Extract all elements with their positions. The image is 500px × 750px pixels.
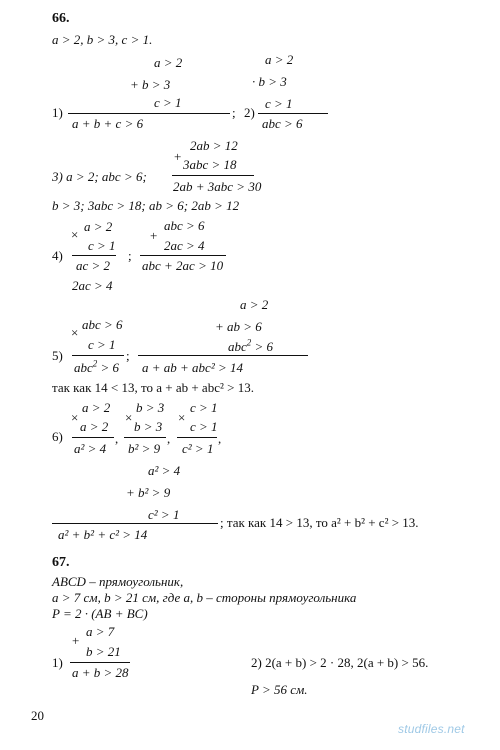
p1-label: 1) bbox=[52, 105, 63, 120]
p6-b-row1: b > 3 bbox=[136, 400, 165, 415]
p1-separator: ; bbox=[232, 105, 236, 120]
p4-plus: + bbox=[150, 228, 158, 243]
p6-c-row2: c > 1 bbox=[190, 419, 218, 434]
p2-label: 2) bbox=[244, 105, 255, 120]
p4-row1: a > 2 bbox=[84, 219, 113, 234]
p6-sum: a² + b² + c² > 14 bbox=[58, 527, 148, 542]
p1-row2: + b > 3 bbox=[130, 77, 171, 92]
p5-sum-row2: + ab > 6 bbox=[215, 319, 262, 334]
p3-line bbox=[172, 175, 254, 176]
p6-a-result: a² > 4 bbox=[74, 441, 107, 456]
p6-comma-a: , bbox=[115, 431, 119, 446]
p2-row3: c > 1 bbox=[265, 96, 293, 111]
p6-comma-c: , bbox=[218, 431, 222, 446]
p6-conclusion: ; так как 14 > 13, то a² + b² + c² > 13. bbox=[220, 515, 419, 530]
p67-part2: 2) 2(a + b) > 2 · 28, 2(a + b) > 56. bbox=[251, 655, 429, 670]
p5-result bbox=[74, 358, 120, 375]
p6-a-row1: a > 2 bbox=[82, 400, 111, 415]
p3-row2: 3abc > 18 bbox=[183, 157, 237, 172]
p1-row3: c > 1 bbox=[154, 95, 182, 110]
p4-times: × bbox=[71, 227, 79, 242]
p6-times-b: × bbox=[125, 410, 133, 425]
problem-67-line3: P = 2 · (AB + BC) bbox=[52, 606, 148, 621]
p1-sum-line bbox=[68, 113, 230, 114]
p6-b-result: b² > 9 bbox=[128, 441, 161, 456]
p3-plus: + bbox=[174, 149, 182, 164]
p3-intro: 3) a > 2; abc > 6; bbox=[52, 169, 147, 184]
watermark: studfiles.net bbox=[398, 722, 465, 736]
p1-sum: a + b + c > 6 bbox=[72, 116, 144, 131]
p5-result-tail: > 6 bbox=[97, 360, 120, 375]
p6-c-row1: c > 1 bbox=[190, 400, 218, 415]
problem-67-line1: ABCD – прямоугольник, bbox=[52, 574, 184, 589]
problem-67-line2: a > 7 см, b > 21 см, где a, b – стороны прямоугольника bbox=[52, 590, 357, 605]
p6-label: 6) bbox=[52, 429, 63, 444]
problem-66-condition: a > 2, b > 3, c > 1. bbox=[52, 32, 153, 47]
p67-result: a + b > 28 bbox=[72, 665, 129, 680]
p5-separator: ; bbox=[126, 348, 130, 363]
p4-sum-result: abc + 2ac > 10 bbox=[142, 258, 224, 273]
p4-after: 2ac > 4 bbox=[72, 278, 113, 293]
p5-row2: c > 1 bbox=[88, 337, 116, 352]
p5-sum-row3-exp: 2 bbox=[246, 337, 252, 348]
p2-row2: · b > 3 bbox=[252, 74, 287, 89]
p5-sum-row3 bbox=[228, 337, 274, 354]
p5-sum-row3-base: abc bbox=[228, 339, 247, 354]
p4-sum-row2: 2ac > 4 bbox=[164, 238, 205, 253]
p4-result: ac > 2 bbox=[76, 258, 111, 273]
p1-row1: a > 2 bbox=[154, 55, 183, 70]
p5-row1: abc > 6 bbox=[82, 317, 123, 332]
p5-sum-line bbox=[138, 355, 308, 356]
p6-c-line bbox=[177, 437, 217, 438]
p5-result-base: abc bbox=[74, 360, 93, 375]
p4-sum-row1: abc > 6 bbox=[164, 218, 205, 233]
p4-separator: ; bbox=[128, 248, 132, 263]
p5-result-exp: 2 bbox=[92, 358, 98, 369]
p2-row1: a > 2 bbox=[265, 52, 294, 67]
p6-times-a: × bbox=[71, 410, 79, 425]
p5-sum-row1: a > 2 bbox=[240, 297, 269, 312]
p5-conclusion: так как 14 < 13, то a + ab + abc² > 13. bbox=[52, 380, 254, 395]
p3-result: 2ab + 3abc > 30 bbox=[173, 179, 262, 194]
p5-line bbox=[72, 355, 124, 356]
p67-row1: a > 7 bbox=[86, 624, 115, 639]
p6-c-result: c² > 1 bbox=[182, 441, 214, 456]
p5-times: × bbox=[71, 325, 79, 340]
p6-comma-b: , bbox=[167, 431, 171, 446]
p4-label: 4) bbox=[52, 248, 63, 263]
p6-b-line bbox=[124, 437, 166, 438]
p6-a-line bbox=[72, 437, 114, 438]
p5-sum-row3-tail: > 6 bbox=[251, 339, 274, 354]
p67-line bbox=[70, 662, 130, 663]
page-number: 20 bbox=[31, 708, 44, 723]
p2-line bbox=[258, 113, 328, 114]
p5-label: 5) bbox=[52, 348, 63, 363]
p67-row2: b > 21 bbox=[86, 644, 121, 659]
p67-plus: + bbox=[72, 633, 80, 648]
p2-result: abc > 6 bbox=[262, 116, 303, 131]
p67-answer: P > 56 см. bbox=[251, 682, 308, 697]
p6-sum-row1: a² > 4 bbox=[148, 463, 181, 478]
p4-row2: c > 1 bbox=[88, 238, 116, 253]
p6-sum-row2: + b² > 9 bbox=[126, 485, 171, 500]
p5-sum: a + ab + abc² > 14 bbox=[142, 360, 243, 375]
problem-67-number: 67. bbox=[52, 555, 70, 570]
p67-label: 1) bbox=[52, 655, 63, 670]
p6-times-c: × bbox=[178, 410, 186, 425]
p4-sum-line bbox=[140, 255, 226, 256]
p6-a-row2: a > 2 bbox=[80, 419, 109, 434]
p4-line bbox=[72, 255, 116, 256]
p3-line2: b > 3; 3abc > 18; ab > 6; 2ab > 12 bbox=[52, 198, 240, 213]
p3-row1: 2ab > 12 bbox=[190, 138, 238, 153]
p6-sum-line bbox=[52, 523, 218, 524]
p6-b-row2: b > 3 bbox=[134, 419, 163, 434]
problem-66-number: 66. bbox=[52, 11, 70, 26]
p6-sum-row3: c² > 1 bbox=[148, 507, 180, 522]
